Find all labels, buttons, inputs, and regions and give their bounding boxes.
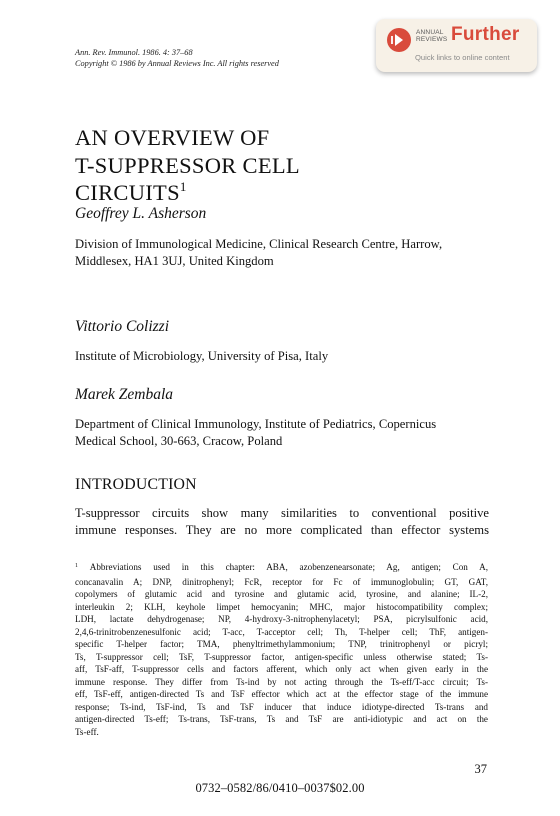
footnote-line: LDH, lactate dehydrogenase; NP, 4-hydroxy-3-nitrophenylacetyl; PSA, picrylsulfonic acid,: [75, 614, 488, 624]
article-code: 0732–0582/86/0410–0037$02.00: [195, 781, 365, 795]
journal-citation: [75, 47, 375, 69]
page-number: 37: [474, 762, 487, 776]
footnote-line: aff, TsF-aff, T-suppressor cells and factors afferent, which only act when given early in the: [75, 664, 488, 674]
copyright-line: Copyright © 1986 by Annual Reviews Inc. All rights reserved: [75, 59, 279, 68]
title-footnote-marker[interactable]: 1: [179, 179, 187, 194]
body-line: immune responses. They are no more complicated than effector systems: [75, 522, 489, 537]
title-line: AN OVERVIEW OF: [75, 125, 270, 150]
further-wordmark: Further: [451, 24, 520, 45]
author-affiliation: [75, 236, 495, 270]
affiliation-line: Medical School, 30-663, Cracow, Poland: [75, 434, 283, 448]
footnote-line: interleukin 2; KLH, keyhole limpet hemocyanin; MHC, major histocompatibility complex;: [75, 601, 488, 612]
footnote-line: specific T-helper factor; TMA, phenyltrimethylammonium; TNP, trinitrophenyl or picryl;: [75, 639, 488, 649]
footnote-line: antigen-directed Ts-eff; Ts-trans, TsF-trans, Ts and TsF are anti-idiotypic and act on the: [75, 714, 488, 724]
title-line: T-SUPPRESSOR CELL: [75, 152, 300, 178]
footnote: [75, 561, 488, 738]
author-name: Geoffrey L. Asherson: [75, 205, 207, 222]
further-publisher-label: [416, 29, 447, 43]
further-subtitle: Quick links to online content: [415, 53, 510, 62]
footnote-line: immune response. They differ from Ts-ind by not acting through the Ts-eff/T-acc circuit; Ts-: [75, 676, 488, 687]
footnote-line: 2,4,6-trinitrobenzenesulfonic acid; T-acc, T-acceptor cell; Th, T-helper cell; ThF, antigen-: [75, 626, 488, 637]
footnote-line: Ts, T-suppressor cell; TsF, T-suppressor factor, antigen-specific unless otherwise stated; Ts-: [75, 651, 488, 662]
affiliation-line: Department of Clinical Immunology, Institute of Pediatrics, Copernicus: [75, 417, 437, 431]
author-name: Marek Zembala: [75, 386, 174, 403]
footnote-line: response; Ts-ind, TsF-ind, Ts and TsF inducer that induce idiotype-directed Ts-trans and: [75, 701, 488, 712]
footnote-line: Abbreviations used in this chapter: ABA, azobenzenearsonate; Ag, antigen; Con A,: [89, 562, 489, 572]
footnote-line: copolymers of glutamic acid and tyrosine and glutamic acid, tyrosine, and alanine; IL-2,: [75, 589, 488, 599]
body-line: T-suppressor circuits show many similarities to conventional positive: [75, 506, 489, 520]
footnote-line: Ts-eff.: [75, 726, 99, 737]
citation-line: Ann. Rev. Immunol. 1986. 4: 37–68: [75, 48, 193, 57]
footnote-line: eff, TsF-eff, antigen-directed Ts and TsF effector which act at the effector stage of the immune: [75, 689, 488, 699]
author-name: Vittorio Colizzi: [75, 318, 170, 335]
section-heading: INTRODUCTION: [75, 476, 197, 493]
author-affiliation: [75, 348, 495, 365]
body-paragraph: [75, 505, 489, 538]
affiliation-line: Division of Immunological Medicine, Clinical Research Centre, Harrow,: [75, 237, 443, 251]
further-reviews-text: REVIEWS: [416, 36, 448, 43]
annual-reviews-logo-icon: [386, 27, 412, 53]
author-affiliation: [75, 416, 495, 450]
affiliation-line: Institute of Microbiology, University of Pisa, Italy: [75, 349, 329, 363]
footnote-marker: 1: [75, 563, 78, 569]
annual-reviews-further-badge[interactable]: [376, 19, 537, 72]
article-title: [75, 124, 300, 210]
footnote-line: concanavalin A; DNP, dinitrophenyl; FcR, receptor for Fc of immunoglobulin; GT, GAT,: [75, 576, 488, 587]
title-line: CIRCUITS: [75, 180, 180, 205]
affiliation-line: Middlesex, HA1 3UJ, United Kingdom: [75, 254, 274, 268]
further-annual-text: ANNUAL: [416, 29, 444, 36]
